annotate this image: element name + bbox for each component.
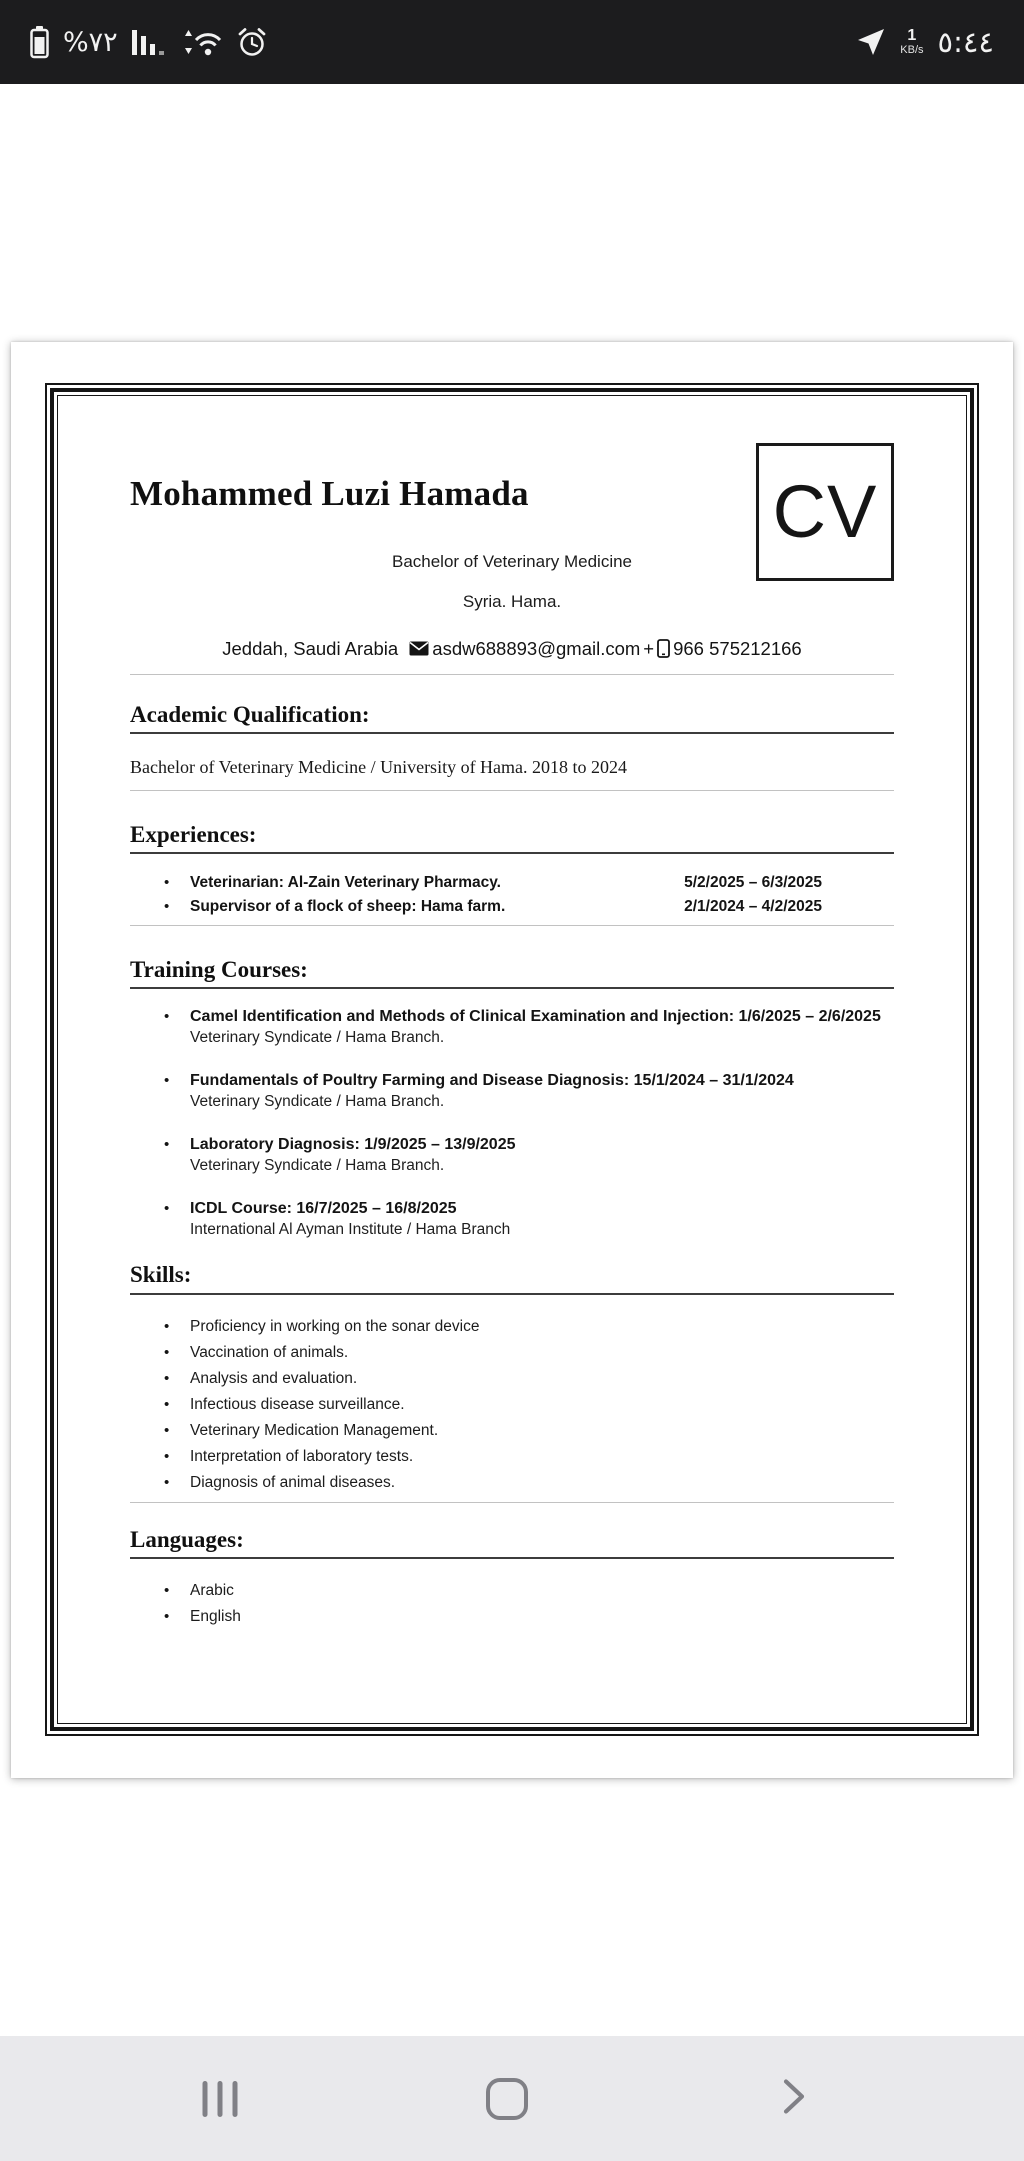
section-divider xyxy=(130,674,894,675)
language-text: Arabic xyxy=(190,1582,234,1600)
contact-phone: 966 575212166 xyxy=(673,637,802,659)
bullet-icon: • xyxy=(164,1608,170,1626)
section-heading-languages: Languages: xyxy=(130,1527,894,1559)
course-organization: Veterinary Syndicate / Hama Branch. xyxy=(190,1093,445,1111)
degree-line: Bachelor of Veterinary Medicine xyxy=(391,551,633,571)
language-item xyxy=(130,1604,894,1630)
bullet-icon: • xyxy=(164,1582,170,1600)
experience-item xyxy=(130,871,894,895)
skill-text: Proficiency in working on the sonar device xyxy=(190,1317,480,1335)
language-text: English xyxy=(190,1608,241,1626)
course-title: ICDL Course: 16/7/2025 – 16/8/2025 xyxy=(190,1200,457,1218)
course-item xyxy=(130,1070,894,1112)
section-heading-training: Training Courses: xyxy=(130,957,894,989)
origin-line: Syria. Hama. xyxy=(462,591,562,611)
bullet-icon: • xyxy=(164,874,170,892)
language-item xyxy=(130,1578,894,1604)
contact-email: asdw688893@gmail.com xyxy=(432,637,641,659)
skill-item xyxy=(130,1392,894,1418)
cv-page[interactable] xyxy=(11,342,1013,1778)
skills-list xyxy=(130,1314,894,1496)
section-experiences xyxy=(130,790,894,919)
bullet-icon: • xyxy=(164,1421,170,1439)
experience-date: 5/2/2025 – 6/3/2025 xyxy=(684,874,822,892)
status-left-group xyxy=(30,26,268,59)
bullet-icon: • xyxy=(164,1369,170,1387)
bullet-icon: • xyxy=(164,1447,170,1465)
experience-list xyxy=(130,871,894,919)
course-organization: Veterinary Syndicate / Hama Branch. xyxy=(190,1157,445,1175)
course-item xyxy=(130,1134,894,1176)
network-rate xyxy=(900,28,923,56)
recents-bar-icon xyxy=(218,2081,223,2117)
experience-text: Supervisor of a flock of sheep: Hama farm. xyxy=(190,898,506,916)
bullet-icon: • xyxy=(164,1008,170,1026)
course-organization: Veterinary Syndicate / Hama Branch. xyxy=(190,1029,445,1047)
home-button[interactable] xyxy=(486,2078,528,2120)
course-title: Laboratory Diagnosis: 1/9/2025 – 13/9/2025 xyxy=(190,1136,516,1154)
bullet-icon: • xyxy=(164,1395,170,1413)
skill-item xyxy=(130,1418,894,1444)
skill-item xyxy=(130,1314,894,1340)
languages-list xyxy=(130,1578,894,1630)
phone-icon xyxy=(657,639,670,658)
bullet-icon: • xyxy=(164,1200,170,1218)
skill-text: Analysis and evaluation. xyxy=(190,1369,358,1387)
back-button[interactable] xyxy=(781,2076,807,2121)
contact-location: Jeddah, Saudi Arabia xyxy=(222,637,399,659)
contact-plus: + xyxy=(643,637,655,659)
cv-badge xyxy=(756,443,894,581)
recent-apps-button[interactable] xyxy=(203,2081,238,2117)
skill-item xyxy=(130,1444,894,1470)
bullet-icon: • xyxy=(164,1343,170,1361)
section-skills xyxy=(130,1262,894,1495)
clock-time: ٥:٤٤ xyxy=(937,25,994,59)
experience-item xyxy=(130,895,894,919)
skill-text: Infectious disease surveillance. xyxy=(190,1395,405,1413)
document-viewer[interactable] xyxy=(0,84,1024,2036)
battery-icon xyxy=(30,26,49,59)
skill-item xyxy=(130,1340,894,1366)
bullet-icon: • xyxy=(164,1473,170,1491)
envelope-icon xyxy=(409,641,429,656)
battery-percent: %٧٢ xyxy=(63,26,118,58)
recents-bar-icon xyxy=(233,2081,238,2117)
page-border-frame xyxy=(45,383,979,1736)
bullet-icon: • xyxy=(164,1136,170,1154)
section-divider xyxy=(130,790,894,791)
section-heading-skills: Skills: xyxy=(130,1262,894,1294)
experience-date: 2/1/2024 – 4/2/2025 xyxy=(684,898,822,916)
bullet-icon: • xyxy=(164,1072,170,1090)
skill-text: Veterinary Medication Management. xyxy=(190,1421,439,1439)
wifi-icon xyxy=(180,27,222,57)
skill-text: Vaccination of animals. xyxy=(190,1343,349,1361)
page-title: Mohammed Luzi Hamada xyxy=(130,474,529,513)
recents-bar-icon xyxy=(203,2081,208,2117)
section-divider xyxy=(130,925,894,926)
skill-item xyxy=(130,1366,894,1392)
cv-content xyxy=(58,396,966,1723)
experience-text: Veterinarian: Al-Zain Veterinary Pharmacy. xyxy=(190,874,501,892)
alarm-clock-icon xyxy=(236,26,268,58)
course-item xyxy=(130,1006,894,1048)
contact-line xyxy=(130,638,894,660)
section-training-courses xyxy=(130,925,894,1240)
section-languages xyxy=(130,1502,894,1630)
android-nav-bar xyxy=(0,2036,1024,2161)
section-academic xyxy=(130,674,894,780)
status-bar xyxy=(0,0,1024,84)
bullet-icon: • xyxy=(164,1317,170,1335)
chevron-right-icon xyxy=(781,2076,807,2116)
skill-text: Diagnosis of animal diseases. xyxy=(190,1473,396,1491)
section-divider xyxy=(130,1502,894,1503)
network-rate-unit: KB/s xyxy=(900,43,924,56)
course-item xyxy=(130,1198,894,1240)
status-right-group xyxy=(856,25,994,59)
academic-qualification-text: Bachelor of Veterinary Medicine / University of Hama. 2018 to 2024 xyxy=(130,757,628,778)
course-title: Camel Identification and Methods of Clinical Examination and Injection: 1/6/2025 – 2/6/2025 xyxy=(190,1008,881,1026)
course-title: Fundamentals of Poultry Farming and Disease Diagnosis: 15/1/2024 – 31/1/2024 xyxy=(190,1072,794,1090)
network-rate-value: 1 xyxy=(907,26,917,44)
cv-badge-text: CV xyxy=(772,470,878,553)
course-organization: International Al Ayman Institute / Hama Branch xyxy=(190,1221,511,1239)
skill-item xyxy=(130,1470,894,1496)
data-send-icon xyxy=(856,27,886,57)
signal-strength-icon xyxy=(132,27,166,57)
skill-text: Interpretation of laboratory tests. xyxy=(190,1447,414,1465)
section-heading-experiences: Experiences: xyxy=(130,822,894,854)
section-heading-academic: Academic Qualification: xyxy=(130,702,894,734)
course-list xyxy=(130,1006,894,1240)
bullet-icon: • xyxy=(164,898,170,916)
